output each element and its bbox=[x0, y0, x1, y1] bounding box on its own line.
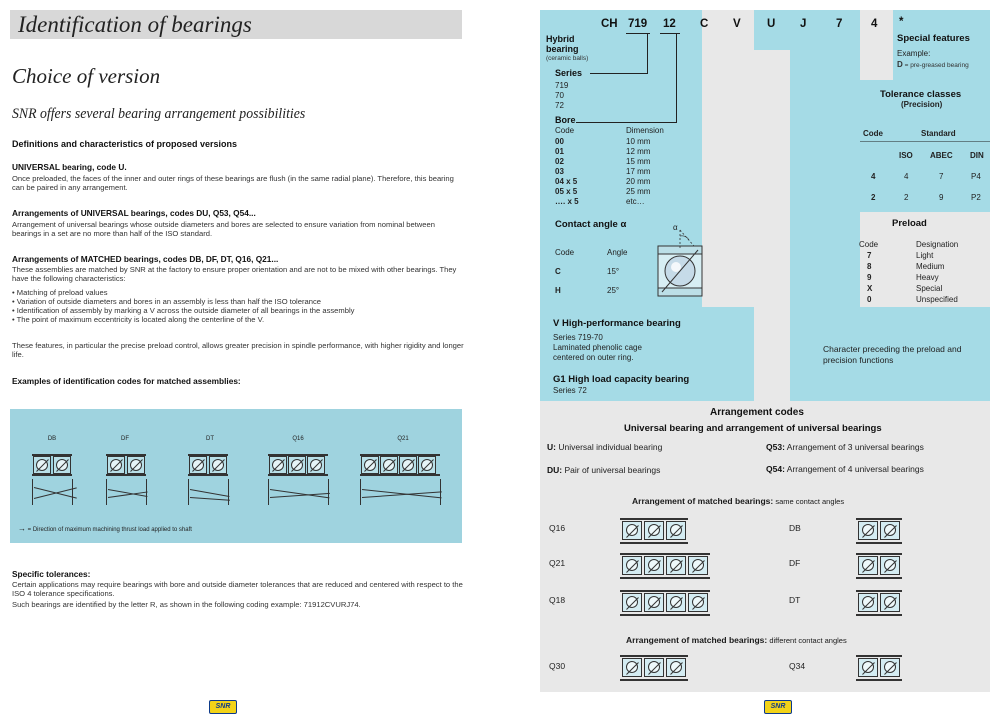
universal-text: Once preloaded, the faces of the inner and outer rings of these bearings are flush (in the same radial plane). Therefore, this bearing can be paired in any arrangement. bbox=[12, 174, 454, 193]
matched-sub: same contact angles bbox=[773, 497, 845, 506]
diff-title bbox=[626, 635, 847, 645]
tol-col-code: Code bbox=[863, 129, 883, 138]
diagram-q21 bbox=[360, 454, 440, 476]
diff-sub: different contact angles bbox=[767, 636, 847, 645]
diagram-df bbox=[106, 454, 146, 476]
code-cage: V bbox=[733, 18, 741, 30]
definitions-heading: Definitions and characteristics of proposed versions bbox=[12, 139, 238, 149]
matched-assemblies-diagram bbox=[10, 409, 462, 543]
contact-col-angle: Angle bbox=[607, 248, 628, 257]
arr-u-text: Universal individual bearing bbox=[555, 442, 663, 452]
arr-matched-text: These assemblies are matched by SNR at the factory to ensure proper orientation and are not to be mixed with other bearings. They have the following characteristics: bbox=[12, 265, 457, 284]
bearing-graphic-df bbox=[856, 553, 902, 579]
special-d-code: D bbox=[897, 60, 903, 69]
preload-codes bbox=[867, 250, 872, 305]
arrow-right-icon: → bbox=[18, 524, 26, 533]
arr-u-code: U: bbox=[547, 442, 556, 452]
preload-designation: Light bbox=[916, 251, 934, 260]
bore-code: 00 bbox=[555, 137, 564, 146]
j-column bbox=[790, 10, 860, 307]
diagram-label-q16: Q16 bbox=[292, 436, 304, 442]
hybrid-title-1: Hybrid bbox=[546, 34, 575, 44]
code-bore: 12 bbox=[663, 18, 676, 30]
arr-u bbox=[547, 442, 662, 452]
preload-code: 9 bbox=[867, 273, 872, 282]
bearing-graphic-q34 bbox=[856, 655, 902, 681]
diagram-dt bbox=[188, 454, 228, 476]
code-ch: CH bbox=[601, 18, 618, 30]
arr-q54-text: Arrangement of 4 universal bearings bbox=[784, 464, 924, 474]
code-q34: Q34 bbox=[789, 661, 806, 671]
code-db: DB bbox=[789, 523, 801, 533]
contact-angle-title: Contact angle α bbox=[555, 219, 627, 230]
tol-col-iso: ISO bbox=[899, 151, 913, 160]
snr-logo: SNR bbox=[209, 700, 237, 714]
diagram-legend bbox=[18, 524, 192, 533]
contact-col-code: Code bbox=[555, 248, 575, 257]
bullet-4: • The point of maximum eccentricity is located along the centerline of the V. bbox=[12, 315, 265, 324]
tol-abec-7: 7 bbox=[939, 172, 944, 181]
tagline: SNR offers several bearing arrangement possibilities bbox=[12, 106, 306, 122]
special-block bbox=[893, 10, 990, 80]
code-contact: C bbox=[700, 18, 709, 30]
bore-dim: 17 mm bbox=[626, 167, 651, 176]
arr-q54-code: Q54: bbox=[766, 464, 785, 474]
bore-dim: etc… bbox=[626, 197, 645, 206]
tolerances-text-2: Such bearings are identified by the letter R, as shown in the following coding example: 71912CVURJ74. bbox=[12, 600, 361, 609]
hybrid-title-2: bearing bbox=[546, 44, 579, 54]
series-719: 719 bbox=[555, 81, 569, 90]
contact-angle-25: 25° bbox=[607, 286, 620, 295]
g1-bearing-line: Series 72 bbox=[553, 386, 587, 395]
preload-designation: Heavy bbox=[916, 273, 939, 282]
examples-heading: Examples of identification codes for matched assemblies: bbox=[12, 376, 241, 386]
diagram-legend-text: = Direction of maximum machining thrust load applied to shaft bbox=[27, 527, 192, 533]
tolerance-title: Tolerance classes bbox=[880, 89, 962, 100]
cage-block-ext bbox=[702, 310, 754, 401]
special-example: Example: bbox=[897, 49, 931, 58]
code-series: 719 bbox=[628, 18, 648, 30]
u-column-top bbox=[754, 10, 790, 50]
page-title: Identification of bearings bbox=[18, 12, 252, 37]
diagram-q16 bbox=[268, 454, 328, 476]
preload-designations bbox=[916, 250, 958, 305]
code-special: * bbox=[899, 16, 904, 28]
preload-designation: Medium bbox=[916, 262, 945, 271]
code-tolerance: 4 bbox=[871, 18, 878, 30]
series-title: Series bbox=[555, 68, 583, 78]
arr-du bbox=[547, 465, 660, 475]
tol-rule bbox=[860, 141, 990, 142]
diagram-label-db: DB bbox=[47, 436, 57, 442]
j-description-1: Character preceding the preload and bbox=[823, 344, 962, 354]
contact-angle-15: 15° bbox=[607, 267, 620, 276]
arr-q53 bbox=[766, 442, 924, 452]
bearing-graphic-q16 bbox=[620, 518, 688, 544]
v-bearing-line: centered on outer ring. bbox=[553, 353, 634, 362]
snr-logo-right: SNR bbox=[764, 700, 792, 714]
special-d-text: = pre-greased bearing bbox=[902, 62, 969, 69]
special-d bbox=[897, 60, 969, 69]
arr-universal-text: Arrangement of universal bearings whose outside diameters and bores are selected to ensure variation from nominal between bearings in a set are no more than half of the ISO standard. bbox=[12, 220, 435, 239]
bullet-3: • Identification of assembly by marking a V across the outside diameter of all bearings in the assembly bbox=[12, 306, 355, 315]
arr-du-code: DU: bbox=[547, 465, 563, 475]
bore-title: Bore bbox=[555, 115, 576, 125]
diagram-label-q21: Q21 bbox=[397, 436, 409, 442]
hybrid-sub: (ceramic balls) bbox=[546, 55, 589, 62]
bullet-2: • Variation of outside diameters and bores in an assembly is less than half the ISO tolerance bbox=[12, 297, 321, 306]
contact-code-c: C bbox=[555, 267, 561, 276]
preload-col-designation: Designation bbox=[916, 240, 959, 249]
bearing-graphic-db bbox=[856, 518, 902, 544]
arrangement-subtitle: Universal bearing and arrangement of universal bearings bbox=[624, 423, 882, 434]
tolerances-text: Certain applications may require bearings with bore and outside diameter tolerances that are reduced and centered with respect to the ISO 4 tolerance specifications. bbox=[12, 580, 463, 599]
bore-code: 03 bbox=[555, 167, 564, 176]
diff-title-bold: Arrangement of matched bearings: bbox=[626, 635, 768, 645]
bore-code: 01 bbox=[555, 147, 564, 156]
v-bearing-title: V High-performance bearing bbox=[553, 318, 681, 329]
matched-title-bold: Arrangement of matched bearings: bbox=[632, 496, 774, 506]
universal-heading: UNIVERSAL bearing, code U. bbox=[12, 162, 127, 172]
hybrid-title bbox=[546, 34, 579, 54]
arr-matched-heading: Arrangements of MATCHED bearings, codes DB, DF, DT, Q16, Q21... bbox=[12, 254, 279, 264]
preload-col-code: Code bbox=[859, 240, 879, 249]
code-preload: 7 bbox=[836, 18, 843, 30]
arrangement-title: Arrangement codes bbox=[710, 407, 804, 418]
bearing-graphic-q18 bbox=[620, 590, 710, 616]
bore-codes bbox=[555, 137, 579, 207]
section-title: Choice of version bbox=[12, 64, 161, 88]
bore-dim: 12 mm bbox=[626, 147, 651, 156]
arr-du-text: Pair of universal bearings bbox=[562, 465, 661, 475]
tol-code-2: 2 bbox=[871, 193, 876, 202]
tol-code-4: 4 bbox=[871, 172, 876, 181]
bore-dim: 25 mm bbox=[626, 187, 651, 196]
bore-code: 02 bbox=[555, 157, 564, 166]
bullet-1: • Matching of preload values bbox=[12, 288, 108, 297]
matched-title bbox=[632, 496, 844, 506]
tol-iso-4: 4 bbox=[904, 172, 909, 181]
preload-designation: Special bbox=[916, 284, 943, 293]
v-bearing-line: Series 719-70 bbox=[553, 333, 603, 342]
tol-abec-9: 9 bbox=[939, 193, 944, 202]
tol-col-standard: Standard bbox=[921, 129, 956, 138]
bore-dims bbox=[626, 137, 650, 207]
code-q30: Q30 bbox=[549, 661, 566, 671]
alpha-label: α bbox=[673, 223, 678, 232]
code-j: J bbox=[800, 18, 807, 30]
bore-code: 05 x 5 bbox=[555, 187, 578, 196]
tol-iso-2: 2 bbox=[904, 193, 909, 202]
v-bearing-line: Laminated phenolic cage bbox=[553, 343, 642, 352]
preload-code: 0 bbox=[867, 295, 872, 304]
series-70: 70 bbox=[555, 91, 564, 100]
diagram-db bbox=[32, 454, 72, 476]
tol-col-din: DIN bbox=[970, 151, 984, 160]
bore-code: …. x 5 bbox=[555, 197, 579, 206]
tolerance-sub: (Precision) bbox=[901, 100, 943, 109]
code-dt: DT bbox=[789, 595, 801, 605]
series-72: 72 bbox=[555, 101, 564, 110]
bearing-graphic-q30 bbox=[620, 655, 688, 681]
j-description-2: precision functions bbox=[823, 355, 894, 365]
tolerances-heading: Specific tolerances: bbox=[12, 569, 91, 579]
contact-code-h: H bbox=[555, 286, 561, 295]
bore-dim: 15 mm bbox=[626, 157, 651, 166]
v-bearing-lines bbox=[553, 333, 642, 363]
g1-bearing-title: G1 High load capacity bearing bbox=[553, 374, 690, 385]
diagram-label-dt: DT bbox=[206, 436, 214, 442]
features-text: These features, in particular the precise preload control, allows greater precision in spindle performance, with higher rigidity and longer life. bbox=[12, 341, 464, 360]
preload-title: Preload bbox=[892, 218, 927, 229]
tol-din-p4: P4 bbox=[971, 172, 981, 181]
special-title: Special features bbox=[897, 33, 970, 44]
preload-code: 8 bbox=[867, 262, 872, 271]
code-q18: Q18 bbox=[549, 595, 566, 605]
bearing-graphic-dt bbox=[856, 590, 902, 616]
bore-col-code: Code bbox=[555, 126, 575, 135]
j-description bbox=[823, 344, 961, 366]
bore-code: 04 x 5 bbox=[555, 177, 578, 186]
preload-designation: Unspecified bbox=[916, 295, 958, 304]
preload-code: 7 bbox=[867, 251, 872, 260]
diagram-label-df: DF bbox=[121, 436, 129, 442]
arr-q53-text: Arrangement of 3 universal bearings bbox=[784, 442, 924, 452]
arr-q53-code: Q53: bbox=[766, 442, 785, 452]
bearing-section-icon bbox=[652, 224, 708, 304]
preload-code: X bbox=[867, 284, 873, 293]
bore-col-dim: Dimension bbox=[626, 126, 664, 135]
bearing-graphic-q21 bbox=[620, 553, 710, 579]
arr-q54 bbox=[766, 464, 924, 474]
bore-dim: 10 mm bbox=[626, 137, 651, 146]
code-df: DF bbox=[789, 558, 801, 568]
code-q21: Q21 bbox=[549, 558, 566, 568]
code-arrangement: U bbox=[767, 18, 776, 30]
code-q16: Q16 bbox=[549, 523, 566, 533]
tol-col-abec: ABEC bbox=[930, 151, 953, 160]
tol-din-p2: P2 bbox=[971, 193, 981, 202]
bore-dim: 20 mm bbox=[626, 177, 651, 186]
series-list bbox=[555, 81, 568, 111]
arr-universal-heading: Arrangements of UNIVERSAL bearings, codes DU, Q53, Q54... bbox=[12, 208, 256, 218]
